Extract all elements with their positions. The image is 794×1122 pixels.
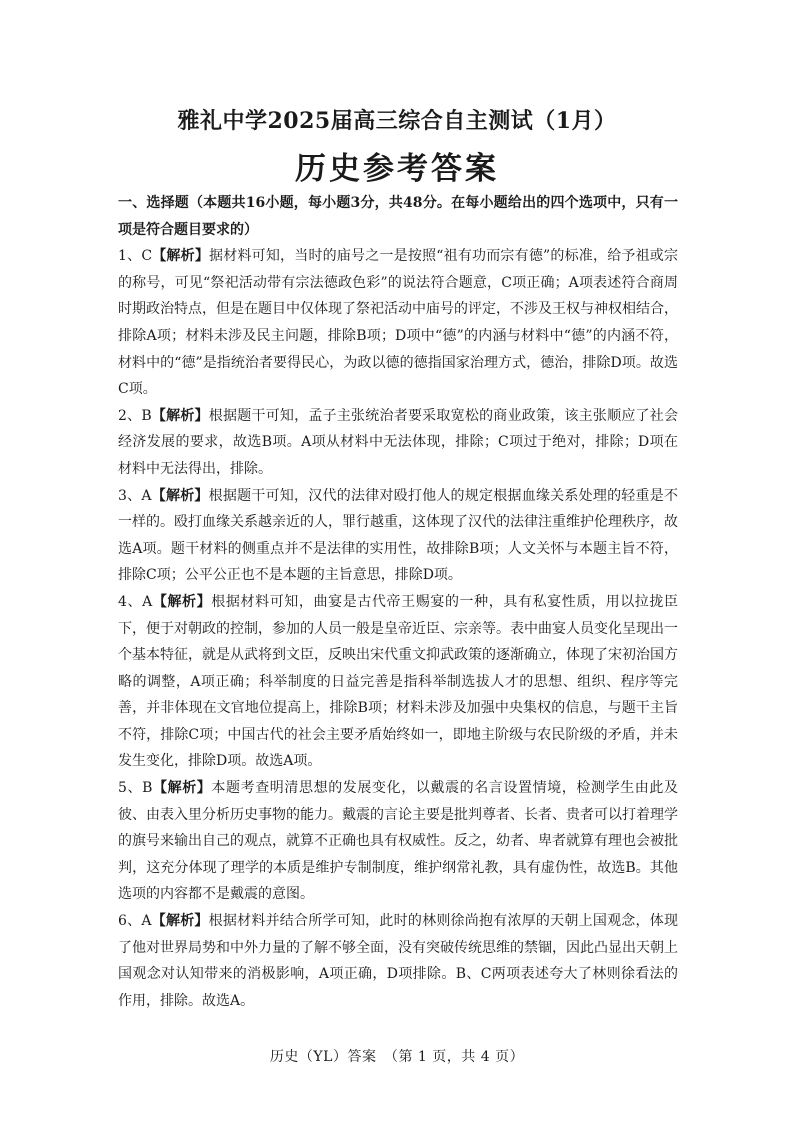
answer-number: 4、: [118, 593, 143, 610]
analysis-tag: 【解析】: [152, 248, 210, 265]
answer-choice: A: [141, 913, 152, 930]
answer-item-5: [118, 775, 678, 908]
analysis-text: 根据材料可知，曲宴是古代帝王赐宴的一种，具有私宴性质，用以拉拢臣下，便于对朝政的控制，参加的人员一般是皇帝近臣、宗亲等。表中曲宴人员变化呈现出一个基本特征，就是从武将到文臣，反映出宋代重文抑武政策的逐渐确立，体现了宋初治国方略的调整，A项正确；科举制度的日益完善是指科举制选拔人才的思想、组织、程序等完善，并非体现在文官地位提高上，排除B项；材料未涉及加强中央集权的信息，与题干主旨不符，排除C项；中国古代的社会主要矛盾始终如一，即地主阶级与农民阶级的矛盾，并未发生变化，排除D项。故选A项。: [118, 593, 679, 770]
answer-number: 6、: [118, 913, 142, 930]
answer-item-2: [118, 403, 678, 483]
answer-number: 2、: [118, 407, 142, 424]
answer-item-6: [118, 908, 678, 1014]
analysis-tag: 【解析】: [152, 593, 212, 610]
answer-number: 3、: [118, 487, 142, 504]
answer-choice: B: [141, 407, 152, 424]
answer-item-4: [118, 589, 678, 775]
answer-choice: A: [141, 487, 152, 504]
analysis-text: 本题考查明清思想的发展变化，以戴震的名言设置情境，检测学生由此及彼、由表入里分析历史事物的能力。戴震的言论主要是批判尊者、长者、贵者可以打着理学的旗号来输出自己的观点，就算不正确也具有权威性。反之，幼者、卑者就算有理也会被批判，这充分体现了理学的本质是维护专制制度，维护纲常礼教，具有虚伪性，故选B。其他选项的内容都不是戴震的意图。: [118, 780, 678, 903]
page-footer: 历史（YL）答案 （第 1 页，共 4 页）: [269, 1049, 525, 1065]
answer-choice: B: [142, 780, 153, 797]
answer-number: 5、: [118, 780, 143, 797]
answer-key-title: 历史参考答案: [295, 151, 499, 187]
section-heading: 一、选择题（本题共16小题，每小题3分，共48分。在每小题给出的四个选项中，只有一项是符合题目要求的）: [118, 195, 678, 238]
analysis-text: 据材料可知，当时的庙号之一是按照“祖有功而宗有德”的标准，给予祖或宗的称号，可见“祭祀活动带有宗法德政色彩”的说法符合题意，C项正确；A项表述符合商周时期政治特点，但是在题目中仅体现了祭祀活动中庙号的评定，不涉及王权与神权相结合，排除A项；材料未涉及民主问题，排除B项；D项中“德”的内涵与材料中“德”的内涵不符，材料中的“德”是指统治者要得民心，为政以德的德指国家治理方式，德治，排除D项。故选C项。: [118, 248, 678, 398]
answer-number: 1、: [118, 248, 142, 265]
answer-item-3: [118, 483, 678, 589]
analysis-tag: 【解析】: [151, 913, 209, 930]
analysis-text: 根据题干可知，孟子主张统治者要采取宽松的商业政策，该主张顺应了社会经济发展的要求，故选B项。A项从材料中无法体现，排除；C项过于绝对，排除；D项在材料中无法得出，排除。: [118, 407, 678, 477]
analysis-tag: 【解析】: [151, 407, 209, 424]
exam-title: 雅礼中学2025届高三综合自主测试（1月）: [177, 108, 617, 134]
answer-item-1: [118, 243, 678, 403]
analysis-text: 根据材料并结合所学可知，此时的林则徐尚抱有浓厚的天朝上国观念，体现了他对世界局势和中外力量的了解不够全面，没有突破传统思维的禁锢，因此凸显出天朝上国观念对认知带来的消极影响，A项正确，D项排除。B、C两项表述夸大了林则徐看法的作用，排除。故选A。: [118, 913, 679, 1009]
analysis-tag: 【解析】: [152, 780, 212, 797]
answer-choice: C: [141, 248, 153, 265]
content-body: [118, 190, 678, 1014]
answer-choice: A: [142, 593, 153, 610]
analysis-text: 根据题干可知，汉代的法律对殴打他人的规定根据血缘关系处理的轻重是不一样的。殴打血缘关系越亲近的人，罪行越重，这体现了汉代的法律注重维护伦理秩序，故选A项。题干材料的侧重点并不是法律的实用性，故排除B项；人文关怀与本题主旨不符，排除C项；公平公正也不是本题的主旨意思，排除D项。: [118, 487, 679, 584]
analysis-tag: 【解析】: [151, 487, 209, 504]
